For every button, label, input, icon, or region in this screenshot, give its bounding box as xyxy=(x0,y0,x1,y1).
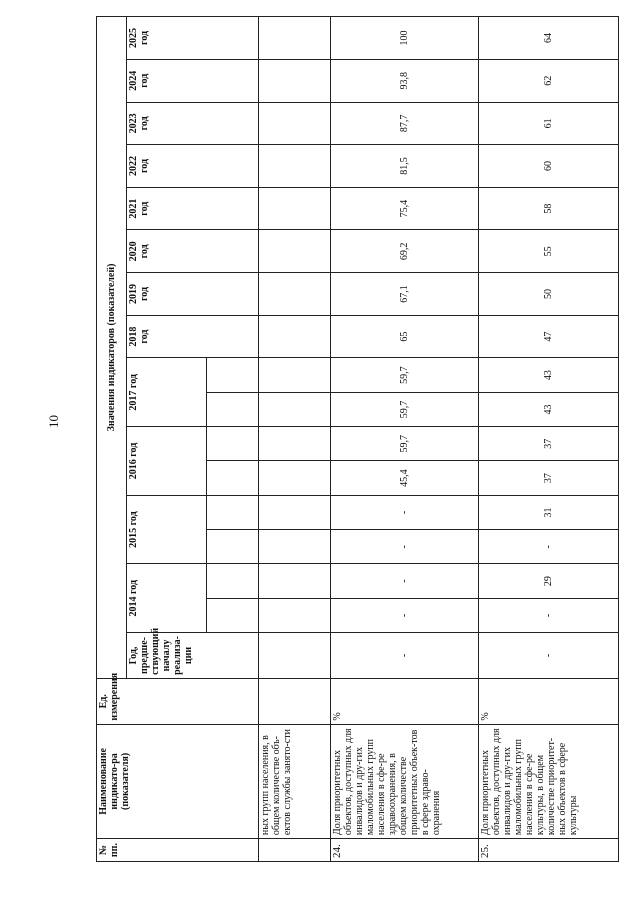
table-cell xyxy=(259,17,331,60)
header-prev-year: Год, предше-ствующий началу реализа-ции xyxy=(127,633,259,679)
table-cell xyxy=(259,427,331,461)
header-subcol-2016a xyxy=(207,461,259,495)
value-2019: 50 xyxy=(479,273,619,316)
value-2016b: 37 xyxy=(479,427,619,461)
value-2016a: 45,4 xyxy=(331,461,479,495)
value-2023: 61 xyxy=(479,102,619,145)
table-cell xyxy=(259,358,331,392)
header-year-2019: 2019 год xyxy=(127,273,259,316)
page-number: 10 xyxy=(46,415,61,428)
value-2014a: - xyxy=(331,598,479,632)
value-2017a: 59,7 xyxy=(331,392,479,426)
value-2016a: 37 xyxy=(479,461,619,495)
table-cell xyxy=(259,839,331,862)
indicator-name: Доля приоритетных объектов, доступных для инвалидов и дру-гих маломобильных групп населения в сфе-ре здравоохранения, в общем количестве приоритетных объек-тов в сфере здраво-охранения xyxy=(331,724,479,838)
value-2017b: 43 xyxy=(479,358,619,392)
header-year-2017: 2017 год xyxy=(127,358,207,427)
header-year-2025: 2025 год xyxy=(127,17,259,60)
indicators-table xyxy=(96,16,619,862)
header-year-2023: 2023 год xyxy=(127,102,259,145)
header-subcol-2016b xyxy=(207,427,259,461)
value-2015b: - xyxy=(331,495,479,529)
table-cell xyxy=(259,392,331,426)
value-2018: 47 xyxy=(479,315,619,358)
value-2025: 100 xyxy=(331,17,479,60)
header-year-2015: 2015 год xyxy=(127,495,207,564)
value-2018: 65 xyxy=(331,315,479,358)
value-2017b: 59,7 xyxy=(331,358,479,392)
header-subcol-2014a xyxy=(207,598,259,632)
header-year-2018: 2018 год xyxy=(127,315,259,358)
table-cell xyxy=(259,315,331,358)
header-name: Наименование индикато-ра (показателя) xyxy=(97,724,259,838)
table-cell xyxy=(259,187,331,230)
row-number: 25. xyxy=(479,839,619,862)
value-2015a: - xyxy=(331,530,479,564)
value-2014a: - xyxy=(479,598,619,632)
value-2014b: - xyxy=(331,564,479,598)
indicator-name: Доля приоритетных объектов, доступных для инвалидов и дру-гих маломобильных групп населения в сфе-ре культуры, в общем количестве приоритет-ных объектов в сфере культуры xyxy=(479,724,619,838)
continuation-text: ных групп населения, в общем количестве объ-ектов службы занято-сти xyxy=(259,724,331,838)
prev-year-value: - xyxy=(331,633,479,679)
header-subcol-2015a xyxy=(207,530,259,564)
header-year-2014: 2014 год xyxy=(127,564,207,633)
row-number: 24. xyxy=(331,839,479,862)
value-2022: 60 xyxy=(479,145,619,188)
value-2014b: 29 xyxy=(479,564,619,598)
value-2021: 75,4 xyxy=(331,187,479,230)
table-cell xyxy=(259,495,331,529)
table-cell xyxy=(259,102,331,145)
header-row-1 xyxy=(97,17,127,862)
table-cell xyxy=(259,145,331,188)
value-2023: 87,7 xyxy=(331,102,479,145)
table-cell xyxy=(259,564,331,598)
value-2015b: 31 xyxy=(479,495,619,529)
table-cell xyxy=(259,530,331,564)
rotated-table-container xyxy=(96,16,581,862)
header-subcol-2014b xyxy=(207,564,259,598)
unit-cell: % xyxy=(331,678,479,724)
header-subcol-2017a xyxy=(207,392,259,426)
value-2025: 64 xyxy=(479,17,619,60)
table-row xyxy=(479,17,619,862)
value-2016b: 59,7 xyxy=(331,427,479,461)
value-2024: 62 xyxy=(479,59,619,102)
value-2019: 67,1 xyxy=(331,273,479,316)
header-subcol-2015b xyxy=(207,495,259,529)
table-cell xyxy=(259,230,331,273)
value-2021: 58 xyxy=(479,187,619,230)
value-2022: 81,5 xyxy=(331,145,479,188)
value-2024: 93,8 xyxy=(331,59,479,102)
header-subcol-2017b xyxy=(207,358,259,392)
unit-cell: % xyxy=(479,678,619,724)
table-row xyxy=(331,17,479,862)
value-2017a: 43 xyxy=(479,392,619,426)
header-values-group: Значения индикаторов (показателей) xyxy=(97,17,127,679)
table-cell xyxy=(259,598,331,632)
table-cell xyxy=(259,273,331,316)
value-2020: 55 xyxy=(479,230,619,273)
prev-year-value: - xyxy=(479,633,619,679)
table-cell xyxy=(259,461,331,495)
table-cell xyxy=(259,59,331,102)
table-cell xyxy=(259,633,331,679)
table-cell xyxy=(259,678,331,724)
continuation-row xyxy=(259,17,331,862)
header-year-2020: 2020 год xyxy=(127,230,259,273)
header-unit: Ед. измерения xyxy=(97,678,259,724)
value-2020: 69,2 xyxy=(331,230,479,273)
header-year-2024: 2024 год xyxy=(127,59,259,102)
header-year-2022: 2022 год xyxy=(127,145,259,188)
header-year-2016: 2016 год xyxy=(127,427,207,496)
value-2015a: - xyxy=(479,530,619,564)
header-num: № пп. xyxy=(97,839,259,862)
header-year-2021: 2021 год xyxy=(127,187,259,230)
